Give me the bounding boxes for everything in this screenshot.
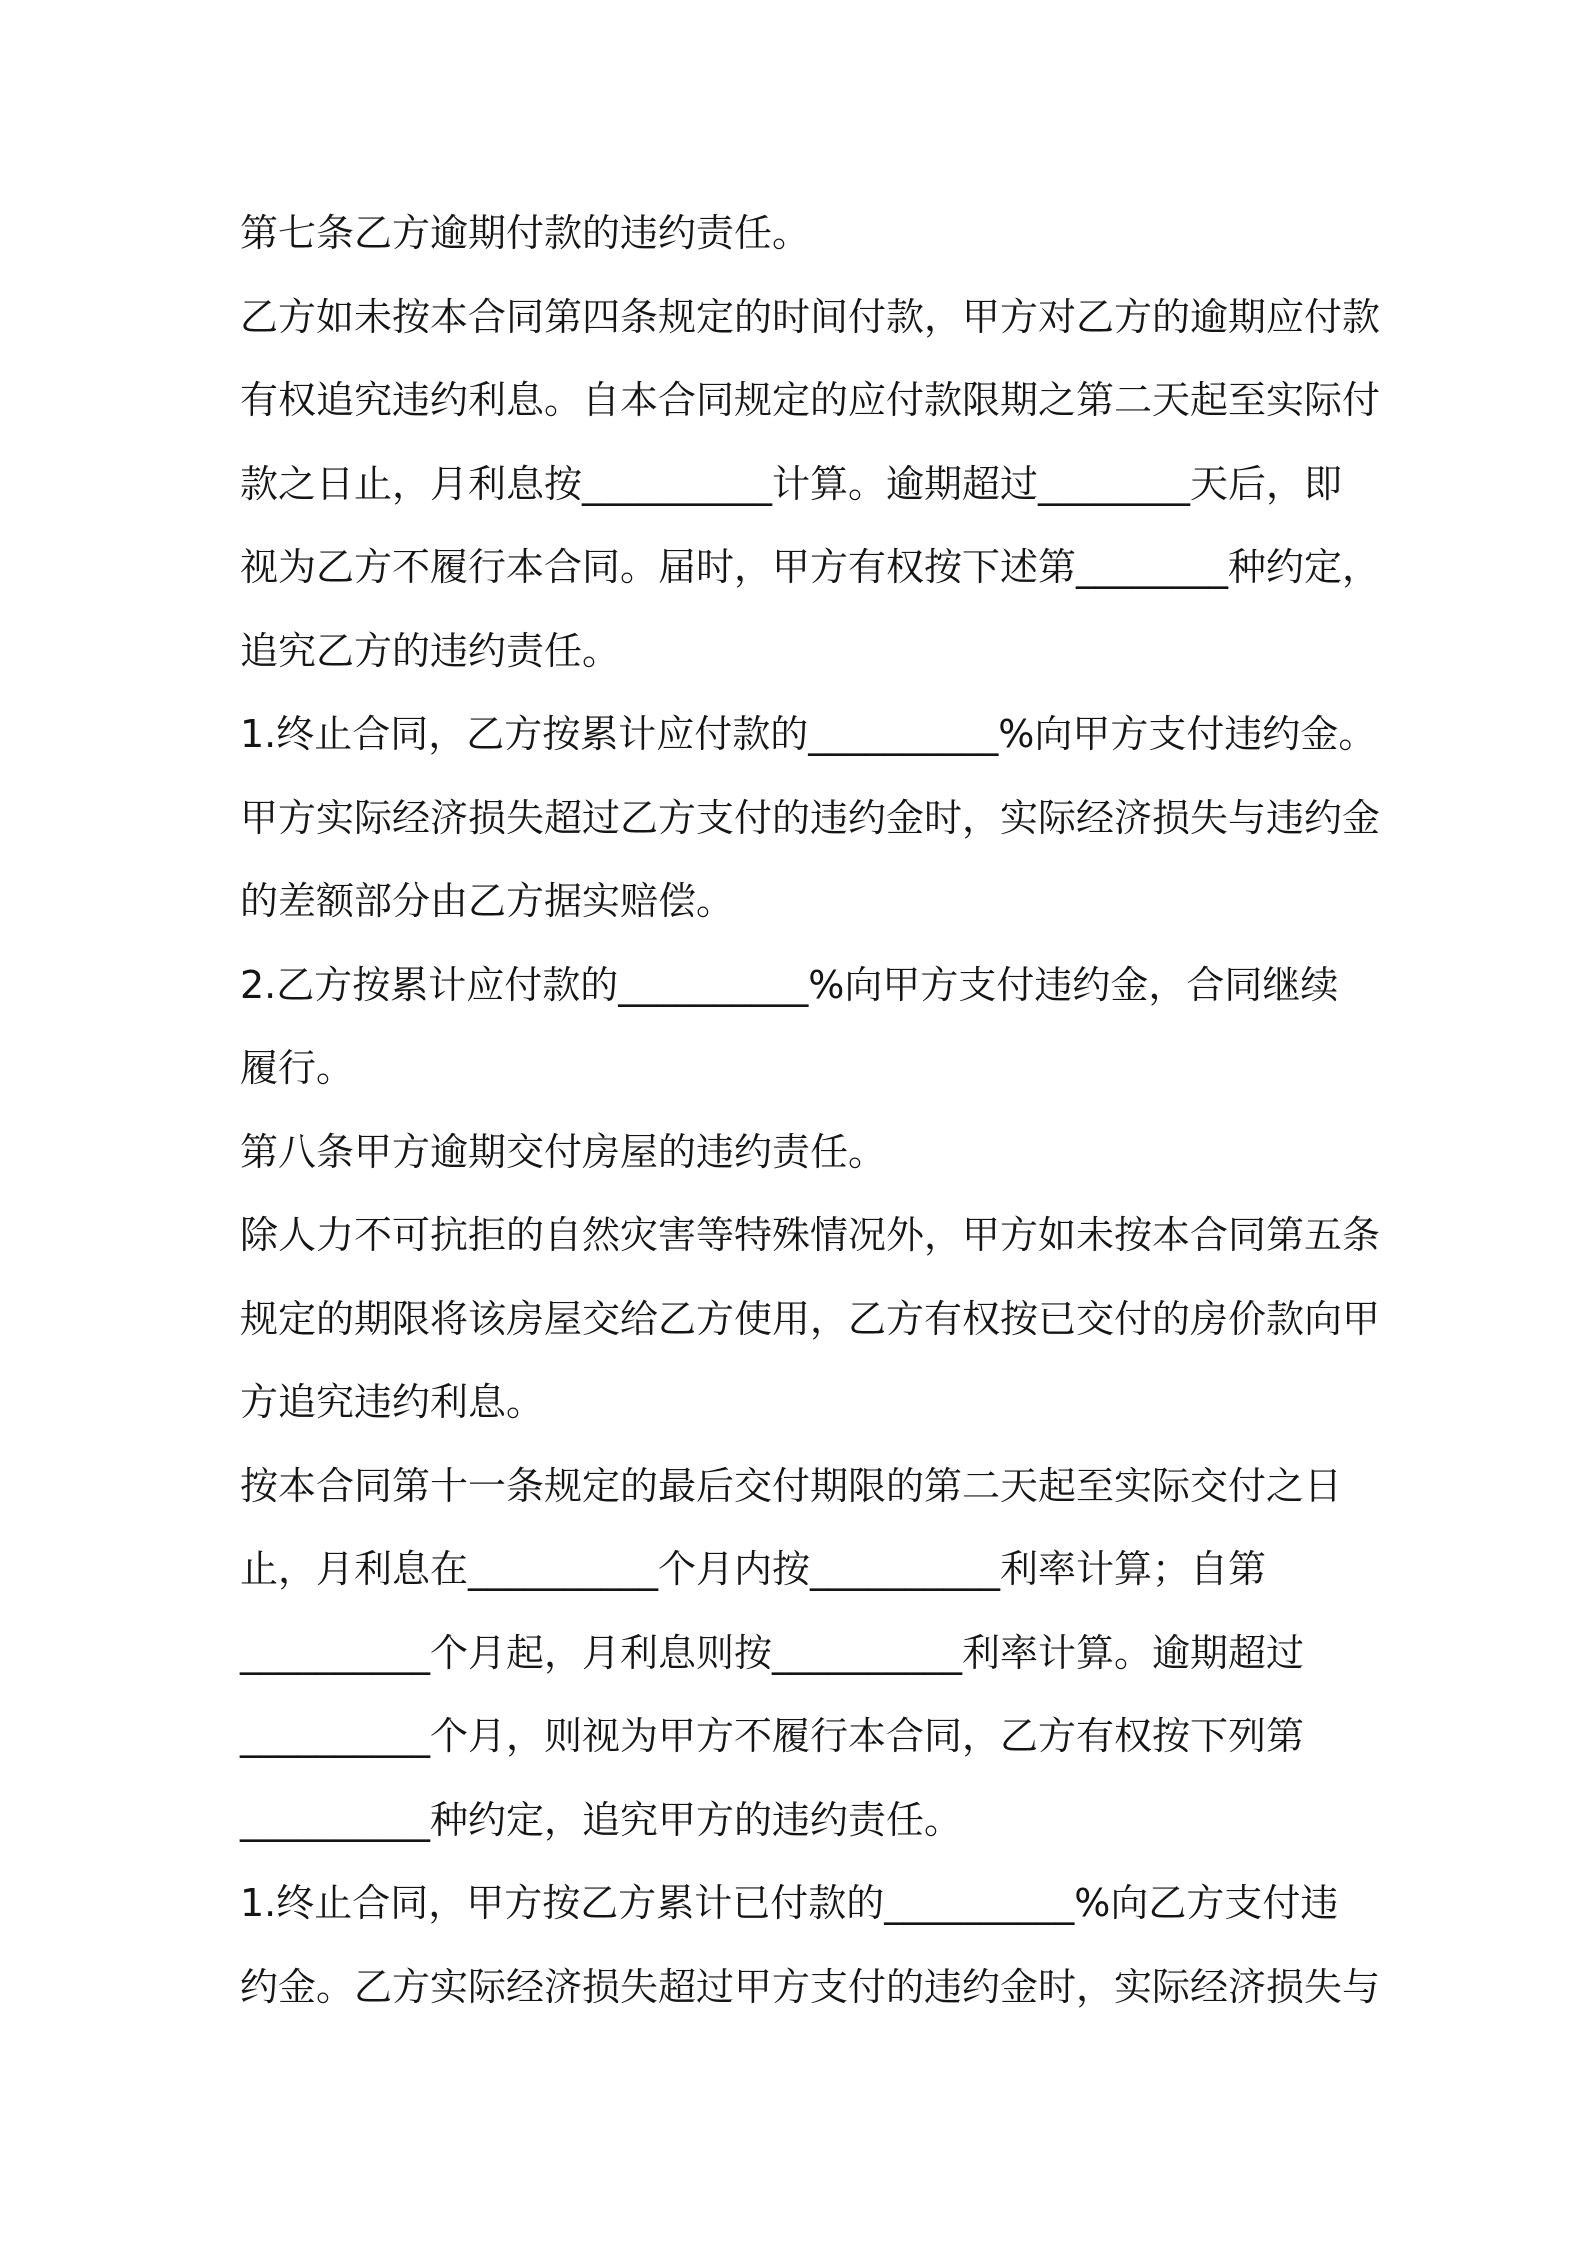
clause-item: 1.终止合同，甲方按乙方累计已付款的__________%向乙方支付违: [240, 1881, 1339, 1925]
text-line: 视为乙方不履行本合同。届时，甲方有权按下述第________种约定，: [240, 545, 1381, 589]
text-line: 约金。乙方实际经济损失超过甲方支付的违约金时，实际经济损失与: [240, 1964, 1381, 2009]
text-line: 甲方实际经济损失超过乙方支付的违约金时，实际经济损失与违约金: [240, 795, 1381, 840]
document-body: [240, 192, 1381, 2029]
text-line: 款之日止，月利息按__________计算。逾期超过________天后，即: [240, 461, 1343, 506]
text-line: __________种约定，追究甲方的违约责任。: [240, 1797, 963, 1842]
article-7-heading: 第七条乙方逾期付款的违约责任。: [240, 211, 811, 255]
text-line: 履行。: [240, 1046, 355, 1090]
text-line: 规定的期限将该房屋交给乙方使用，乙方有权按已交付的房价款向甲: [240, 1296, 1381, 1341]
text-line: 有权追究违约利息。自本合同规定的应付款限期之第二天起至实际付: [240, 378, 1381, 422]
article-8-heading: 第八条甲方逾期交付房屋的违约责任。: [240, 1129, 887, 1174]
clause-item: 1.终止合同，乙方按累计应付款的__________%向甲方支付违约金。: [240, 712, 1377, 756]
text-line: 按本合同第十一条规定的最后交付期限的第二天起至实际交付之日: [240, 1463, 1343, 1508]
text-line: 追究乙方的违约责任。: [240, 628, 621, 673]
text-line: 除人力不可抗拒的自然灾害等特殊情况外，甲方如未按本合同第五条: [240, 1213, 1381, 1257]
text-line: 止，月利息在__________个月内按__________利率计算；自第: [240, 1547, 1267, 1591]
text-line: __________个月，则视为甲方不履行本合同，乙方有权按下列第: [240, 1714, 1305, 1758]
clause-item: 2.乙方按累计应付款的__________%向甲方支付违约金，合同继续: [240, 962, 1339, 1007]
text-line: 乙方如未按本合同第四条规定的时间付款，甲方对乙方的逾期应付款: [240, 294, 1381, 339]
text-line: 方追究违约利息。: [240, 1380, 545, 1424]
text-line: __________个月起，月利息则按__________利率计算。逾期超过: [240, 1630, 1305, 1675]
text-line: 的差额部分由乙方据实赔偿。: [240, 879, 735, 923]
